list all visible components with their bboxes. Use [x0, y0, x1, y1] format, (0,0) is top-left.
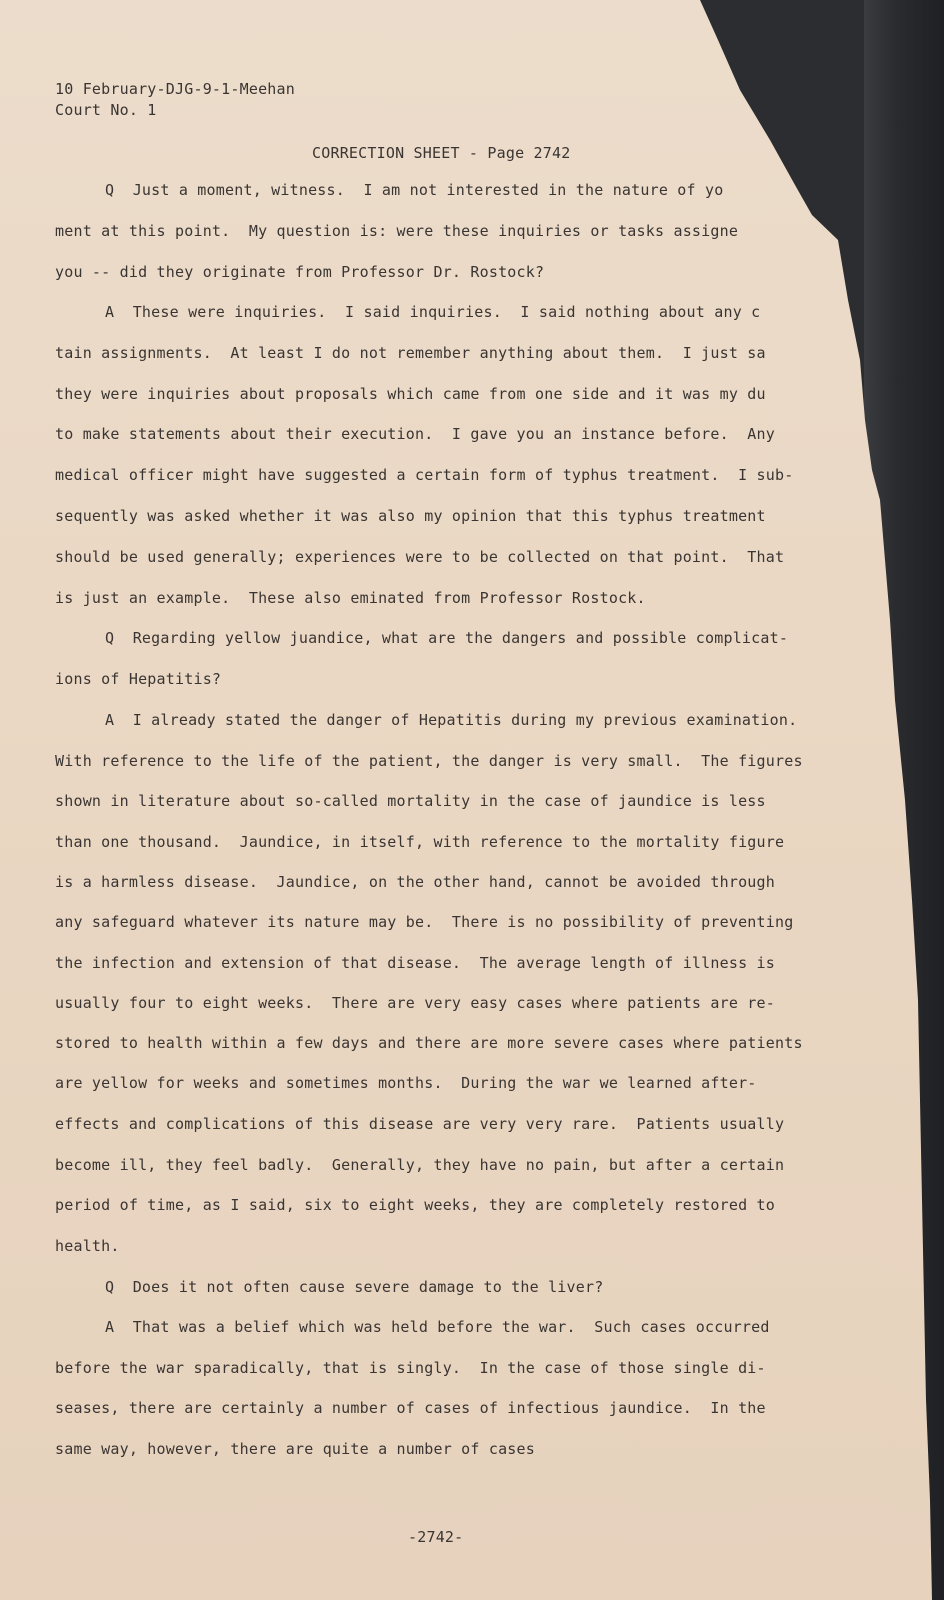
page-number: -2742- — [408, 1528, 464, 1546]
body-line: ions of Hepatitis? — [55, 670, 222, 688]
body-line: seases, there are certainly a number of cases of infectious jaundice. In the — [55, 1399, 766, 1417]
body-line: Q Just a moment, witness. I am not interested in the nature of yo — [105, 181, 724, 199]
body-line: is a harmless disease. Jaundice, on the other hand, cannot be avoided through — [55, 873, 775, 891]
body-line: tain assignments. At least I do not remember anything about them. I just sa — [55, 344, 766, 362]
body-line: Q Does it not often cause severe damage to the liver? — [105, 1278, 604, 1296]
body-line: to make statements about their execution. I gave you an instance before. Any — [55, 425, 775, 443]
body-line: Q Regarding yellow juandice, what are the dangers and possible complicat- — [105, 629, 789, 647]
body-line: they were inquiries about proposals which came from one side and it was my du — [55, 385, 766, 403]
body-line: With reference to the life of the patient, the danger is very small. The figures — [55, 752, 803, 770]
body-line: medical officer might have suggested a certain form of typhus treatment. I sub- — [55, 466, 794, 484]
body-line: is just an example. These also eminated from Professor Rostock. — [55, 589, 646, 607]
header-reference: 10 February-DJG-9-1-Meehan — [55, 80, 295, 98]
body-line: A That was a belief which was held before the war. Such cases occurred — [105, 1318, 770, 1336]
body-line: ment at this point. My question is: were these inquiries or tasks assigne — [55, 222, 739, 240]
body-line: A These were inquiries. I said inquiries. I said nothing about any c — [105, 303, 761, 321]
body-line: before the war sparadically, that is singly. In the case of those single di- — [55, 1359, 766, 1377]
body-line: A I already stated the danger of Hepatitis during my previous examination. — [105, 711, 798, 729]
body-line: the infection and extension of that disease. The average length of illness is — [55, 954, 775, 972]
body-line: period of time, as I said, six to eight weeks, they are completely restored to — [55, 1196, 775, 1214]
body-line: you -- did they originate from Professor Dr. Rostock? — [55, 263, 545, 281]
body-line: than one thousand. Jaundice, in itself, with reference to the mortality figure — [55, 833, 785, 851]
body-line: should be used generally; experiences were to be collected on that point. That — [55, 548, 785, 566]
body-line: effects and complications of this disease are very very rare. Patients usually — [55, 1115, 785, 1133]
body-line: sequently was asked whether it was also my opinion that this typhus treatment — [55, 507, 766, 525]
body-line: become ill, they feel badly. Generally, they have no pain, but after a certain — [55, 1156, 785, 1174]
body-line: any safeguard whatever its nature may be. There is no possibility of preventing — [55, 913, 794, 931]
header-court: Court No. 1 — [55, 101, 157, 119]
body-line: usually four to eight weeks. There are very easy cases where patients are re- — [55, 994, 775, 1012]
body-line: health. — [55, 1237, 120, 1255]
body-line: same way, however, there are quite a number of cases — [55, 1440, 535, 1458]
body-line: shown in literature about so-called mortality in the case of jaundice is less — [55, 792, 766, 810]
body-line: are yellow for weeks and sometimes months. During the war we learned after- — [55, 1074, 757, 1092]
page-title: CORRECTION SHEET - Page 2742 — [312, 144, 571, 162]
body-line: stored to health within a few days and there are more severe cases where patients — [55, 1034, 803, 1052]
